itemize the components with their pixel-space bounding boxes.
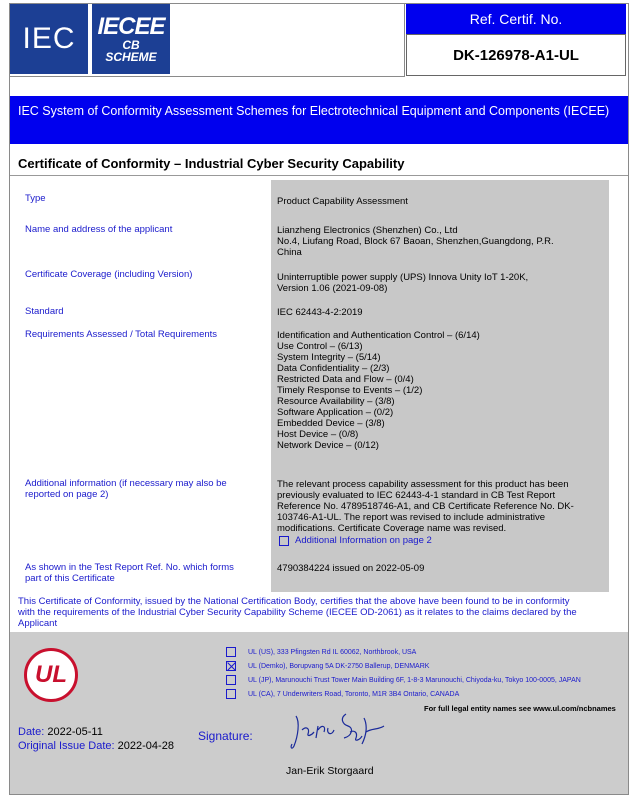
list-item: Resource Availability – (3/8) [277,396,395,407]
checkbox-icon [226,647,236,657]
checkbox-icon[interactable] [279,536,289,546]
site-ca: UL (CA), 7 Underwriters Road, Toronto, M1R 3B4 Ontario, CANADA [226,689,459,699]
additional-info-label: Additional information (if necessary may also be reported on page 2) [25,478,227,500]
iecee-banner: IEC System of Conformity Assessment Schemes for Electrotechnical Equipment and Components (IECEE) [10,96,628,144]
certificate-title: Certificate of Conformity – Industrial Cyber Security Capability [18,156,405,171]
ref-certif-label: Ref. Certif. No. [406,4,626,34]
list-item: System Integrity – (5/14) [277,352,381,363]
coverage-label: Certificate Coverage (including Version) [25,269,193,280]
site-jp: UL (JP), Marunouchi Trust Tower Main Building 6F, 1-8-3 Marunouchi, Chiyoda-ku, Tokyo 100-0005, JAPAN [226,675,581,685]
applicant-value: Lianzheng Electronics (Shenzhen) Co., Ltd No.4, Liufang Road, Block 67 Baoan, Shenzhen,Guangdong, P.R. China [277,225,554,258]
original-issue-date-value: 2022-04-28 [117,740,174,752]
iecee-cb-scheme-logo: IECEE CB SCHEME [92,4,170,74]
site-demko: UL (Demko), Borupvang 5A DK-2750 Ballerup, DENMARK [226,661,429,671]
ul-logo: UL [24,648,78,702]
list-item: Data Confidentiality – (2/3) [277,363,390,374]
date-line: Date: 2022-05-11 [18,726,103,738]
type-value: Product Capability Assessment [277,196,408,207]
requirements-label: Requirements Assessed / Total Requirements [25,329,218,340]
original-issue-date-line: Original Issue Date: 2022-04-28 [18,740,174,752]
coverage-value: Uninterruptible power supply (UPS) Innova Unity IoT 1-20K, Version 1.06 (2021-09-08) [277,272,529,294]
date-value: 2022-05-11 [47,726,103,738]
list-item: Network Device – (0/12) [277,440,379,451]
handwritten-signature [288,708,388,752]
signature-label: Signature: [198,729,253,743]
list-item: Use Control – (6/13) [277,341,363,352]
ref-certif-number: DK-126978-A1-UL [406,34,626,76]
signer-name: Jan-Erik Storgaard [286,765,374,777]
standard-value: IEC 62443-4-2:2019 [277,307,363,318]
standard-label: Standard [25,306,64,317]
checkbox-icon [226,689,236,699]
additional-info-value: The relevant process capability assessment for this product has been previously evaluated to IEC 62443-4-1 standard in CB Test Report Reference No. 4789518746-A1, and CB Certificate Reference No. DK- 103746-A1-UL. The report was revised to include administrative modifications. Certificate Coverage name was revised. [277,479,574,534]
additional-info-page2-link[interactable]: Additional Information on page 2 [279,535,432,546]
report-value: 4790384224 issued on 2022-05-09 [277,563,425,574]
checkbox-icon [226,675,236,685]
list-item: Host Device – (0/8) [277,429,359,440]
checked-box-icon [226,661,236,671]
list-item: Timely Response to Events – (1/2) [277,385,423,396]
report-label: As shown in the Test Report Ref. No. which forms part of this Certificate [25,562,234,584]
list-item: Software Application – (0/2) [277,407,394,418]
list-item: Embedded Device – (3/8) [277,418,385,429]
list-item: Restricted Data and Flow – (0/4) [277,374,414,385]
requirements-list [277,330,603,451]
list-item: Identification and Authentication Control – (6/14) [277,330,480,341]
legal-entity-note: For full legal entity names see www.ul.com/ncbnames [424,704,616,713]
type-label: Type [25,193,46,204]
title-divider [10,175,628,176]
site-us: UL (US), 333 Pfingsten Rd IL 60062, Northbrook, USA [226,647,416,657]
applicant-label: Name and address of the applicant [25,224,173,235]
conformity-statement: This Certificate of Conformity, issued by the National Certification Body, certifies that the above have been found to be in conformity with the requirements of the Industrial Cyber Security Capability Scheme (IECEE OD-2061) as it relates to the claims declared by the Applicant [18,596,577,629]
iec-logo: IEC [10,4,88,74]
